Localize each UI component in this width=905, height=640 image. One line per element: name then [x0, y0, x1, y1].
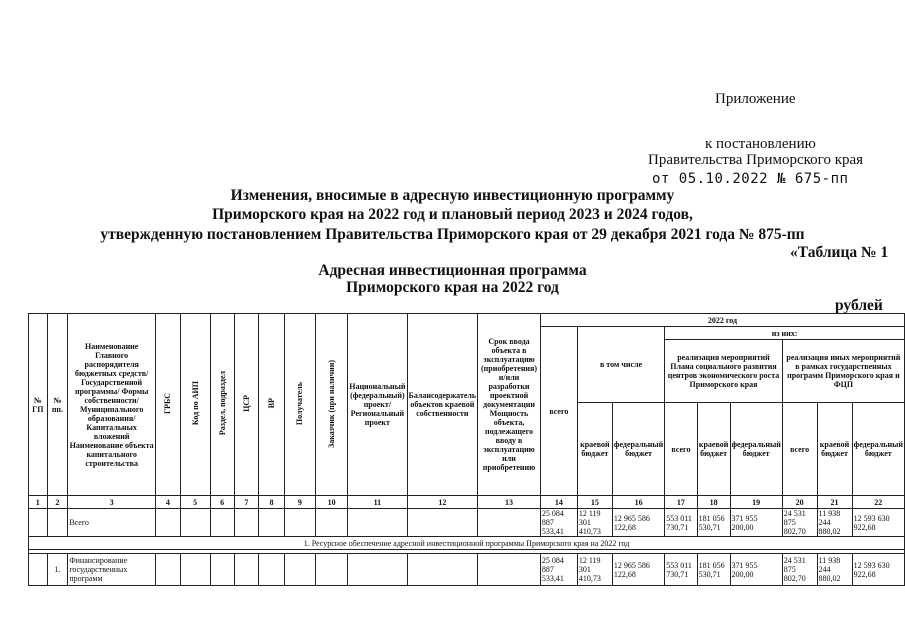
appendix-label: Приложение	[715, 91, 796, 107]
row-value: 12 593 630 922,68	[852, 554, 904, 586]
index-cell: 15	[577, 496, 612, 509]
subtitle-line-2: Приморского края на 2022 год	[346, 279, 559, 296]
index-cell: 4	[156, 496, 181, 509]
title-line-2: Приморского края на 2022 год и плановый период 2023 и 2024 годов,	[212, 206, 693, 223]
index-cell: 3	[68, 496, 156, 509]
col-header-impl-plan: реализация мероприятий Плана социального развития центров экономического роста Приморского края	[665, 340, 783, 403]
index-cell: 20	[782, 496, 817, 509]
index-cell: 22	[852, 496, 904, 509]
index-cell: 19	[730, 496, 782, 509]
units-label: рублей	[835, 297, 883, 314]
col-header-razdel: Раздел, подраздел	[217, 371, 227, 436]
col-header-deadline: Срок ввода объекта в эксплуатацию (приобретения) и/или разработки проектной документации Мощность объекта, подлежащего вводу в эксплуатацию или приобретению	[478, 314, 541, 496]
col-header-total: всего	[540, 327, 577, 496]
col-header-regional-18: краевой бюджет	[697, 403, 730, 496]
index-cell: 9	[284, 496, 315, 509]
col-header-federal-22: федеральный бюджет	[852, 403, 904, 496]
index-cell: 6	[210, 496, 234, 509]
col-header-federal-19: федеральный бюджет	[730, 403, 782, 496]
index-cell: 8	[259, 496, 284, 509]
total-value: 11 938 244 880,02	[817, 509, 852, 537]
col-header-impl-other: реализация иных мероприятий в рамках государственных программ Приморского края и ФЦП	[782, 340, 904, 403]
col-header-total-20: всего	[782, 403, 817, 496]
index-cell: 21	[817, 496, 852, 509]
col-header-year: 2022 год	[540, 314, 904, 327]
total-value: 12 119 301 410,73	[577, 509, 612, 537]
col-header-recipient: Получатель	[295, 381, 305, 426]
row-pp: 1.	[47, 554, 68, 586]
col-header-vr: ВР	[266, 398, 276, 409]
row-value: 25 084 887 533,41	[540, 554, 577, 586]
col-header-incl: в том числе	[577, 327, 664, 403]
index-row	[29, 496, 905, 509]
row-value: 181 056 530,71	[697, 554, 730, 586]
resolution-date-number: от 05.10.2022 № 675-пп	[652, 171, 849, 187]
index-cell: 13	[478, 496, 541, 509]
total-value: 181 056 530,71	[697, 509, 730, 537]
row-label: Финансирование государственных программ	[68, 554, 156, 586]
total-value: 25 084 887 533,41	[540, 509, 577, 537]
title-line-3: утвержденную постановлением Правительства Приморского края от 29 декабря 2021 года № 875-пп	[100, 226, 805, 243]
col-header-regional-21: краевой бюджет	[817, 403, 852, 496]
row-value: 553 011 730,71	[665, 554, 697, 586]
index-cell: 5	[180, 496, 210, 509]
col-header-balance: Балансодержатель объектов краевой собственности	[407, 314, 478, 496]
row-value: 371 955 200,00	[730, 554, 782, 586]
index-cell: 17	[665, 496, 697, 509]
section-title: 1. Ресурсное обеспечение адресной инвестиционной программы Приморского края на 2022 год	[29, 537, 905, 550]
table-row	[29, 554, 905, 586]
section-row	[29, 537, 905, 550]
col-header-aip: Код по АИП	[190, 381, 200, 426]
total-row-label: Всего	[68, 509, 156, 537]
index-cell: 11	[348, 496, 407, 509]
col-header-pp: № пп.	[47, 314, 68, 496]
total-value: 12 965 586 122,68	[612, 509, 664, 537]
col-header-project: Национальный (федеральный) проект/ Региональный проект	[348, 314, 407, 496]
row-value: 24 531 875 802,70	[782, 554, 817, 586]
government-label: Правительства Приморского края	[648, 152, 864, 168]
investment-program-table	[28, 313, 905, 586]
title-line-1: Изменения, вносимые в адресную инвестиционную программу	[230, 187, 675, 204]
col-header-federal-16: федеральный бюджет	[612, 403, 664, 496]
total-value: 553 011 730,71	[665, 509, 697, 537]
index-cell: 16	[612, 496, 664, 509]
row-value: 11 938 244 880,02	[817, 554, 852, 586]
index-cell: 7	[234, 496, 259, 509]
index-cell: 10	[316, 496, 348, 509]
index-cell: 14	[540, 496, 577, 509]
total-value: 371 955 200,00	[730, 509, 782, 537]
col-header-grbs: ГРБС	[163, 393, 173, 414]
col-header-total-17: всего	[665, 403, 697, 496]
table-reference: «Таблица № 1	[790, 244, 889, 261]
index-cell: 12	[407, 496, 478, 509]
col-header-name: Наименование Главного распорядителя бюджетных средств/Государственной программы/ Формы собственности/Муниципального образования/Капитальных вложений Наименование объекта капитального строительства	[68, 314, 156, 496]
row-value: 12 965 586 122,68	[612, 554, 664, 586]
to-resolution-label: к постановлению	[705, 136, 816, 152]
col-header-customer: Заказчик (при наличии)	[327, 359, 337, 448]
row-value: 12 119 301 410,73	[577, 554, 612, 586]
col-header-gp: № ГП	[29, 314, 48, 496]
col-header-of-which: из них:	[665, 327, 905, 340]
col-header-regional-15: краевой бюджет	[577, 403, 612, 496]
index-cell: 1	[29, 496, 48, 509]
index-cell: 2	[47, 496, 68, 509]
col-header-csr: ЦСР	[241, 395, 251, 412]
total-row	[29, 509, 905, 537]
subtitle-line-1: Адресная инвестиционная программа	[318, 262, 587, 279]
total-value: 12 593 630 922,68	[852, 509, 904, 537]
index-cell: 18	[697, 496, 730, 509]
total-value: 24 531 875 802,70	[782, 509, 817, 537]
